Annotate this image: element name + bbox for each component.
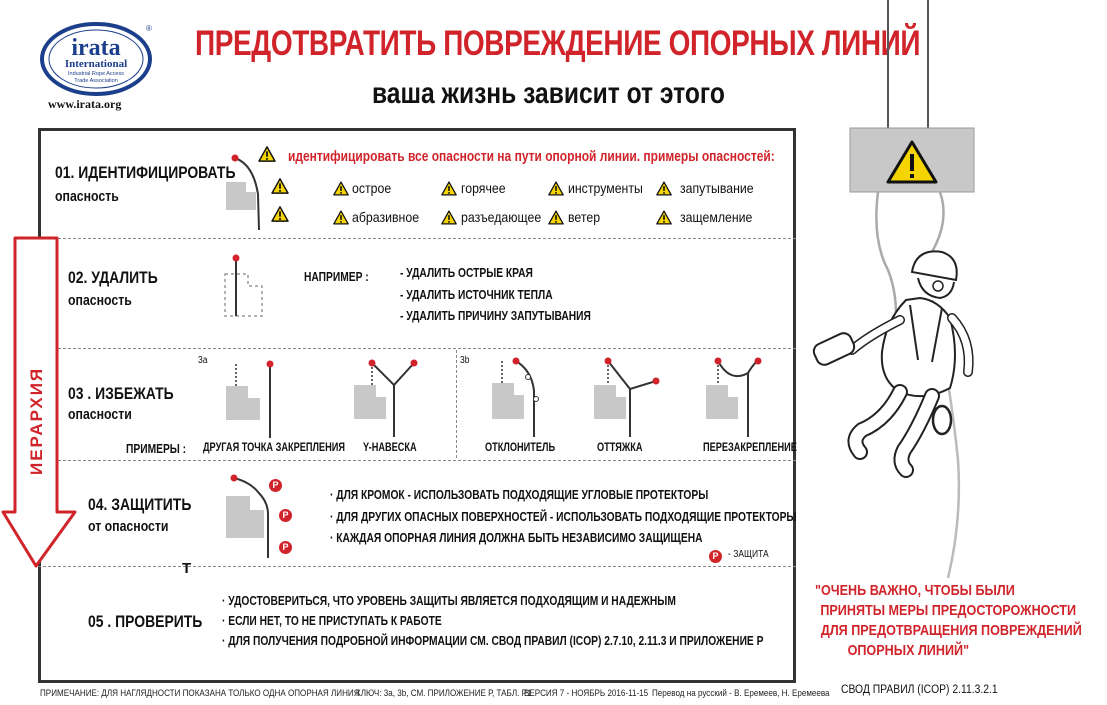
- page-title: ПРЕДОТВРАТИТЬ ПОВРЕЖДЕНИЕ ОПОРНЫХ ЛИНИЙ: [195, 24, 921, 63]
- example-label: ОТКЛОНИТЕЛЬ: [485, 442, 556, 454]
- protection-legend-badge: P: [709, 548, 722, 566]
- hazard-label: разъедающее: [461, 209, 542, 225]
- quote-line: ПРИНЯТЫ МЕРЫ ПРЕДОСТОРОЖНОСТИ: [820, 601, 1077, 619]
- warning-icon: [656, 181, 672, 196]
- footer-note: ПРИМЕЧАНИЕ: ДЛЯ НАГЛЯДНОСТИ ПОКАЗАНА ТОЛЬКО ОДНА ОПОРНАЯ ЛИНИЯ: [40, 688, 360, 699]
- safety-quote: [796, 581, 1082, 661]
- separator: [38, 238, 796, 239]
- step1-intro: идентифицировать все опасности на пути опорной линии. примеры опасностей:: [288, 148, 775, 165]
- rebelay-diagram: [702, 355, 772, 440]
- logo-line1: International: [64, 58, 128, 70]
- hazard-label: ветер: [568, 209, 601, 225]
- warning-icon: [548, 210, 564, 225]
- separator: [38, 566, 796, 567]
- example-label: ДРУГАЯ ТОЧКА ЗАКРЕПЛЕНИЯ: [203, 442, 345, 454]
- quote-line: ОПОРНЫХ ЛИНИЙ": [847, 641, 970, 659]
- warning-icon: [548, 181, 564, 196]
- step3-sub: опасности: [68, 406, 132, 423]
- rope-access-illustration: [800, 0, 1022, 580]
- warning-icon: [333, 210, 349, 225]
- protection-marker: P: [279, 507, 292, 525]
- hazard-label: инструменты: [568, 180, 643, 196]
- step3-examples-label: ПРИМЕРЫ :: [126, 442, 187, 456]
- tension-diagram: [590, 355, 660, 440]
- warning-icon: [271, 178, 289, 194]
- step4-title: 04. ЗАЩИТИТЬ: [88, 495, 192, 514]
- step4-bullet: · КАЖДАЯ ОПОРНАЯ ЛИНИЯ ДОЛЖНА БЫТЬ НЕЗАВИСИМО ЗАЩИЩЕНА: [330, 531, 703, 545]
- warning-icon: [441, 210, 457, 225]
- step4-bullet: · ДЛЯ КРОМОК - ИСПОЛЬЗОВАТЬ ПОДХОДЯЩИЕ УГЛОВЫЕ ПРОТЕКТОРЫ: [330, 488, 709, 502]
- irata-logo: [40, 22, 152, 96]
- alt-anchor-diagram: [222, 360, 282, 440]
- example-label: ПЕРЕЗАКРЕПЛЕНИЕ: [703, 442, 797, 454]
- protection-marker: P: [269, 477, 282, 495]
- protection-legend-text: - ЗАЩИТА: [728, 549, 769, 560]
- warning-icon: [333, 181, 349, 196]
- icop-reference: СВОД ПРАВИЛ (ICOP) 2.11.3.2.1: [841, 684, 998, 696]
- hazard-label: острое: [352, 180, 392, 196]
- step1-sub: опасность: [55, 188, 119, 205]
- step2-bullet: - УДАЛИТЬ ПРИЧИНУ ЗАПУТЫВАНИЯ: [400, 309, 591, 323]
- footer-translation: Перевод на русский - В. Еремеев, Н. Еремеева: [652, 688, 830, 699]
- step1-diagram: [222, 150, 272, 232]
- logo-reg: ®: [146, 24, 152, 33]
- step2-sub: опасность: [68, 292, 132, 309]
- footer-version: ВЕРСИЯ 7 - НОЯБРЬ 2016-11-15: [524, 688, 649, 699]
- step3-divider: [456, 350, 457, 458]
- separator: [38, 460, 796, 461]
- step2-bullet: - УДАЛИТЬ ОСТРЫЕ КРАЯ: [400, 266, 533, 280]
- logo-line3: Trade Association: [74, 78, 118, 84]
- step4-bullet: · ДЛЯ ДРУГИХ ОПАСНЫХ ПОВЕРХНОСТЕЙ - ИСПОЛЬЗОВАТЬ ПОДХОДЯЩИЕ ПРОТЕКТОРЫ: [330, 510, 797, 524]
- step2-example-label: НАПРИМЕР :: [304, 270, 369, 284]
- step5-bullet: · ЕСЛИ НЕТ, ТО НЕ ПРИСТУПАТЬ К РАБОТЕ: [222, 614, 442, 628]
- hazard-label: запутывание: [680, 180, 754, 196]
- step4-sub: от опасности: [88, 518, 169, 535]
- footer-key: КЛЮЧ: 3а, 3b, СМ. ПРИЛОЖЕНИЕ Р, ТАБЛ. Р1: [356, 688, 532, 699]
- step3-tag-b: 3b: [460, 355, 470, 366]
- step3-title: 03 . ИЗБЕЖАТЬ: [68, 384, 174, 403]
- step2-diagram: [220, 252, 270, 322]
- page-subtitle: ваша жизнь зависит от этого: [372, 77, 725, 110]
- logo-brand: irata: [71, 35, 121, 61]
- protection-marker: P: [279, 539, 292, 557]
- deviation-diagram: [488, 355, 548, 440]
- hierarchy-label: ИЕРАРХИЯ: [27, 366, 46, 475]
- separator: [38, 348, 796, 349]
- y-hang-diagram: [350, 355, 420, 440]
- warning-icon: [656, 210, 672, 225]
- logo-url: www.irata.org: [48, 97, 122, 111]
- warning-icon: [441, 181, 457, 196]
- t-mark: T: [182, 560, 192, 577]
- step5-title: 05 . ПРОВЕРИТЬ: [88, 612, 203, 631]
- step5-bullet: · УДОСТОВЕРИТЬСЯ, ЧТО УРОВЕНЬ ЗАЩИТЫ ЯВЛЯЕТСЯ ПОДХОДЯЩИМ И НАДЕЖНЫМ: [222, 594, 676, 608]
- example-label: Y-НАВЕСКА: [363, 442, 417, 454]
- quote-line: "ОЧЕНЬ ВАЖНО, ЧТОБЫ БЫЛИ: [815, 582, 1015, 599]
- step2-title: 02. УДАЛИТЬ: [68, 268, 158, 287]
- hazard-label: горячее: [461, 180, 506, 196]
- step1-title: 01. ИДЕНТИФИЦИРОВАТЬ: [55, 163, 236, 182]
- step5-bullet: · ДЛЯ ПОЛУЧЕНИЯ ПОДРОБНОЙ ИНФОРМАЦИИ СМ. СВОД ПРАВИЛ (ICOP) 2.7.10, 2.11.3 И ПРИЛОЖЕНИЕ P: [222, 634, 764, 648]
- example-label: ОТТЯЖКА: [597, 442, 643, 454]
- hazard-label: защемление: [680, 209, 753, 225]
- logo-line2: Industrial Rope Access: [68, 71, 124, 77]
- quote-line: ДЛЯ ПРЕДОТВРАЩЕНИЯ ПОВРЕЖДЕНИЙ: [820, 621, 1082, 639]
- step2-bullet: - УДАЛИТЬ ИСТОЧНИК ТЕПЛА: [400, 288, 553, 302]
- step3-tag-a: 3a: [198, 355, 208, 366]
- hazard-label: абразивное: [352, 209, 420, 225]
- warning-icon: [271, 206, 289, 222]
